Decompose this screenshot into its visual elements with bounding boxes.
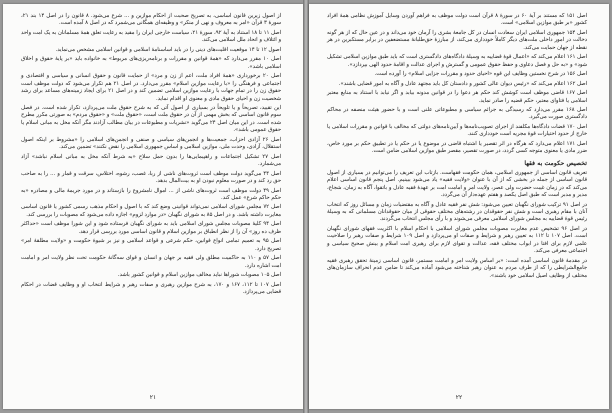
paragraph: در اصل ۹۱ ترکیب شورای نگهبان تعیین می‌شود: شش نفر فقیه عادل و آگاه به مقتضیات زمان و مسائل روز که انتخاب آنان با مقام رهبری است و شش نفر حقوقدان در رشته‌های مختلف حقوقی از میان حقوقدانان مسلمانی که به وسیلهٔ رئیس قوهٔ قضاییه به مجلس شورای اسلامی معرفی می‌شوند و با رأی مجلس انتخاب می‌گردند.: [327, 201, 587, 223]
paragraph: اصل ۱۷۰ قضات دادگاه‌ها مکلفند از اجرای تصویب‌نامه‌ها و آیین‌نامه‌های دولتی که مخالف با قوانین و مقررات اسلامی یا خارج از حدود اختیارات قوهٔ مجریه است خودداری کنند.: [327, 123, 587, 138]
section-heading: تخصیص حکومت به فقها: [524, 159, 587, 167]
paragraph: اصل ۹۵ به تعمیم تمامی انواع قوانین، حکم شرعی و قواعد اسلامی و نیز بر شیوهٔ حکومت و «ولایت مطلقهٔ امر» تصریح دارد.: [21, 238, 281, 252]
paragraph: اصل ۱۵۴ جمهوری اسلامی ایران سعادت انسان در کل جامعهٔ بشری را آرمان خود می‌داند و در عین حال که از هر گونه دخالت در امور داخلی ملت‌های دیگر کاملاً خودداری می‌کند، از مبارزهٔ حق‌طلبانهٔ مستضعفین در برابر مستکبرین در هر نقطه از جهان حمایت می‌کند.: [327, 29, 588, 51]
paragraph: تعریف قانون اساسی از جمهوری اسلامی، همان حکومت فقهاست. بازتاب این تعریف را می‌توانیم در بسیاری از اصول قانون اساسی از جمله در بخشی که از آن با عنوان «ولایت فقیه» یاد می‌شود ببینیم. اصل پنجم قانون اساسی اعلام می‌کند که در زمان غیبت حضرت ولی عصر، ولایت امر و امامت امت بر عهدهٔ فقیه عادل و باتقوا، آگاه به زمان، شجاع، مدیر و مدبر است که طبق اصل یکصد و هفتم عهده‌دار آن می‌گردد.: [327, 169, 587, 199]
paragraph: اصل ۱۷۱ اعلام می‌دارد که هرگاه در اثر تقصیر یا اشتباه قاضی در موضوع یا در حکم یا در تطبیق حکم بر مورد خاص، ضرر مادی یا معنوی متوجه کسی گردد، در صورت تقصیر، مقصر طبق موازین اسلامی ضامن است.: [327, 140, 588, 155]
paragraph: اصل ۱۰ مقرر می‌دارد که «همهٔ قوانین و مقررات و برنامه‌ریزی‌های مربوط» به خانواده باید «بر پایهٔ حقوق و اخلاق اسلامی باشد».: [21, 56, 282, 70]
page-number: ۲۲: [455, 394, 463, 401]
paragraph: اصل ۱۵۶ در شرح نخستین وظایف این قوه «احیای حدود و مقررات جزایی اسلام» را آورده است.: [374, 71, 587, 78]
paragraph: از اصول زیرین قانون اساسی، به تصریح صحبت از احکام موازین و ... شرع می‌شود. ۸ قانون را در اصل ۱۴ بند ۲۱، سورهٔ ۳ قرآن «امر به معروف و نهی از منکر» و وظیفه‌ای همگانی می‌شمرد که در اصل ۸ آمده است.: [21, 13, 281, 27]
paragraph: اصل ۱۶۱ اعلام می‌کند که «اعمال قوهٔ قضاییه به وسیلهٔ دادگاه‌های دادگستری است که باید طبق موازین اسلامی تشکیل شود» و «به حل و فصل دعاوی و حفظ حقوق عمومی و گسترش و اجرای عدالت و اقامهٔ حدود الهی بپردازد».: [327, 54, 587, 68]
paragraph: اصل ۱۱ تا ۱۸ استناد به آیهٔ ۹۲، سورهٔ ۲۱، سیاست خارجی ایران را مقید به رعایت تعلق همهٔ مسلمانان به یک امت واحد و ائتلاف و اتحاد ملل اسلامی می‌کند.: [21, 29, 281, 44]
paragraph: این تقیید، تصریحاً و یا تلویحاً در بسیاری از اصول آتی که به شرح حقوق ملت می‌پردازد، تکرار شده است. در فصل سوم قانون اساسی که بخش مهمی از آن در حقوق ملت است، «حقوق ملت» و «حقوق مردم» به صورتی مکرر مطرح شده است. در این میان اصل ۲۴ می‌گوید «نشریات و مطبوعات در بیان مطالب آزادند مگر آنکه مخل به مبانی اسلام یا حقوق عمومی باشد».: [21, 104, 281, 134]
right-page-body: [327, 13, 587, 280]
paragraph: اصل ۵۷ و ۱۱۰ به حاکمیت مطلق ولی فقیه بر جهان و انسان و قوای سه‌گانهٔ حکومت تحت نظر ولایت امر و امامت امت اشاره دارد.: [21, 255, 281, 269]
paragraph: اصل ۲۷ تشکیل اجتماعات و راهپیمایی‌ها را بدون حمل سلاح «به شرط آنکه مخل به مبانی اسلام نباشد» آزاد می‌شمارد.: [21, 153, 281, 168]
left-page: [3, 4, 303, 409]
paragraph: اصل ۱۰۷ تا ۱۱۲، ۱۶۷ و ۱۷۰، به شرح موازین رهبری و صفات رهبر و شرایط انتخاب او و وظایف قضات در احکام قضایی می‌پردازد.: [21, 281, 281, 295]
paragraph: اصل ۱۶۲ اعلام می‌کند که «رئیس دیوان عالی کشور و دادستان کل باید مجتهد عادل و آگاه به امور قضایی باشند».: [338, 80, 587, 87]
paragraph: در اصل ۹۶ تشخیص عدم مغایرت مصوبات مجلس شورای اسلامی با احکام اسلام با اکثریت فقهای شورای نگهبان است. اصل ۱۰۷ تا ۱۱۲ به تعیین رهبر و شرایط و صفات او می‌پردازد و اصل ۱۰۹ شرایط و صفات رهبر را صلاحیت علمی لازم برای افتا در ابواب مختلف فقه، عدالت و تقوای لازم برای رهبری امت اسلام و بینش صحیح سیاسی و اجتماعی معرفی می‌کند.: [327, 225, 587, 255]
paragraph: اصل ۱۰۵ مصوبات شوراها نباید مخالف موازین اسلام و قوانین کشور باشد.: [117, 272, 281, 279]
paragraph: اصل ۱۶۸ مقرر می‌دارد که رسیدگی به جرائم سیاسی و مطبوعاتی علنی است و با حضور هیئت منصفه در محاکم دادگستری صورت می‌گیرد.: [327, 106, 587, 121]
paragraph: اصل ۱۵۱ که مستند بر آیهٔ ۶۰ در سورهٔ ۸ قرآن است دولت موظف به فراهم آوردن وسایل آموزش نظامی همهٔ افراد کشور «بر طبق موازین اسلامی» است.: [327, 13, 587, 27]
paragraph: اصل ۹۴ کلیهٔ مصوبات مجلس شورای اسلامی باید به شورای نگهبان فرستاده شود و این شورا موظف است «حداکثر ظرف ده روز» آن را از نظر انطباق بر موازین اسلام و قانون اساسی مورد بررسی قرار دهد.: [21, 221, 282, 235]
paragraph: در مقدمهٔ قانون اساسی آمده است: «بر اساس ولایت امر و امامت مستمر، قانون اساسی زمینهٔ تحقق رهبری فقیه جامع‌الشرایطی را که از طرف مردم به عنوان رهبر شناخته می‌شود آماده می‌کند تا ضامن عدم انحراف سازمان‌های مختلف از وظایف اصیل اسلامی خود باشند».: [327, 257, 587, 279]
page-number: ۲۱: [149, 394, 157, 401]
paragraph: اصول ۱۲ تا ۱۴ موقعیت اقلیت‌های دینی را در باید اساسنامهٔ اسلامی و قوانین اسلامی مشخص می‌نماید.: [55, 46, 281, 53]
paragraph: اصل ۲۰ برخورداری «همهٔ افراد ملت، اعم از زن و مرد» از حمایت قانون و حقوق انسانی و سیاسی و اقتصادی و اجتماعی و فرهنگی را «با رعایت موازین اسلام» مقرر می‌دارد. در اصل ۲۱ هم تکرار می‌شود که دولت موظف است حقوق زن را در تمام جهات با رعایت موازین اسلامی تضمین کند و در اصل ۲۱ برای ایجاد زمینه‌های مساعد برای رشد شخصیت زن و احیای حقوق مادی و معنوی او اقدام نماید.: [21, 73, 281, 102]
paragraph: اصل ۲۶ آزادی احزاب، جمعیت‌ها و انجمن‌های سیاسی و صنفی و انجمن‌های اسلامی را «مشروط بر اینکه اصول استقلال، آزادی، وحدت ملی، موازین اسلامی و اساس جمهوری اسلامی را نقض نکنند» تضمین می‌کند.: [21, 136, 281, 151]
right-page: [309, 4, 609, 409]
left-page-body: [21, 13, 281, 296]
paragraph: اصل ۴۴ می‌گوید دولت موظف است ثروت‌های ناشی از ربا، غصب، رشوه، اختلاس، سرقت و قمار و ... را به صاحب حق رد کند و در صورت معلوم نبودن او به بیت‌المال بدهد.: [21, 170, 281, 185]
paragraph: اصل ۷۲ مجلس شورای اسلامی نمی‌تواند قوانینی وضع کند که با اصول و احکام مذهب رسمی کشور یا قانون اساسی مغایرت داشته باشد. و در اصل ۸۵ به شورای نگهبان «در موارد لزوم» اجازه داده می‌شود که مصوبات را بررسی کند.: [21, 204, 281, 218]
paragraph: اصل ۱۶۷ قاضی موظف است کوشش کند حکم هر دعوا را در قوانین مدونه بیابد و اگر نیابد با استناد به منابع معتبر اسلامی یا فتاوای معتبر، حکم قضیه را صادر نماید.: [327, 90, 587, 104]
paragraph: اصل ۴۹ دولت موظف است ثروت‌های ناشی از ... اموال نامشروع را بازستاند و در مورد جریمهٔ مالی و مصادره «به حکم حاکم شرع» عمل کند.: [21, 187, 281, 201]
